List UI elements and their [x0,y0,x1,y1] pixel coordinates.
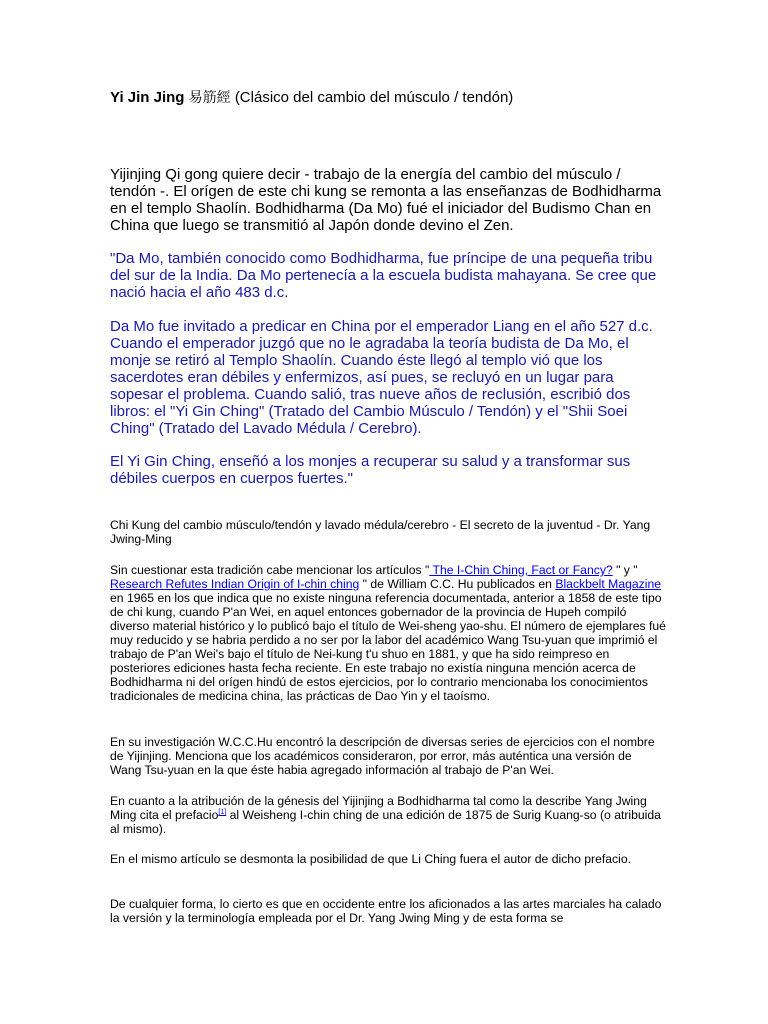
page-title [110,88,670,108]
source-citation: Chi Kung del cambio músculo/tendón y lavado médula/cerebro - El secreto de la juventud - Dr. Yang Jwing-Ming [110,518,651,546]
paragraph-li-ching: En el mismo artículo se desmonta la posibilidad de que Li Ching fuera el autor de dicho prefacio. [110,852,631,866]
quote-paragraph-1: "Da Mo, también conocido como Bodhidharma, fue príncipe de una pequeña tribu del sur de la India. Da Mo pertenecía a la escuela budista mahayana. Se cree que nació hacia el año 483 d.c. [110,250,657,301]
title-main: Yi Jin Jing [110,89,185,106]
title-subtitle: (Clásico del cambio del músculo / tendón) [234,89,514,106]
paragraph-investigation: En su investigación W.C.C.Hu encontró la descripción de diversas series de ejercicios con el nombre de Yijinjing. Menciona que los académicos consideraron, por error, más auténtica una versión de Wang Tsu-yuan en la que éste habia agregado información al trabajo de P'an Wei. [110,735,655,777]
paragraph-conclusion: De cualquier forma, lo cierto es que en occidente entre los aficionados a las artes marciales ha calado la versión y la terminología empleada por el Dr. Yang Jwing Ming y de esta forma se [110,897,662,925]
paragraph-attribution: En cuanto a la atribución de la génesis del Yijinjing a Bodhidharma tal como la describe Yang Jwing Ming cita el prefacio[1] al Weisheng I-chin ching de una edición de 1875 de Surig Kuang-so (o atribuida al mismo). [110,794,661,836]
link-research-refutes[interactable]: Research Refutes Indian Origin of I-chin ching [110,577,360,591]
title-chinese: 易筋經 [188,90,231,106]
paragraph-articles: Sin cuestionar esta tradición cabe mencionar los artículos " The I-Chin Ching, Fact or Fancy? " y " Research Refutes Indian Origin of I-chin ching " de William C.C. Hu publicados en Blackbelt Magazine en 1965 en los que indica que no existe ninguna referencia documentada, anterior a 1858 de este tipo de chi kung, cuando P'an Wei, en aquel entonces gobernador de la provincia de Hupeh compiló diverso material histórico y lo publicó bajo el título de Wei-sheng yao-shu. El número de ejemplares fué muy reducido y se habria perdido a no ser por la labor del académico Wang Tsu-yuan que imprimió el trabajo de P'an Wei's bajo el título de Nei-kung t'u shuo en 1881, y que ha sido reimpreso en posteriores ediciones hasta fecha reciente. En este trabajo no existía ninguna mención acerca de Bodhidharma ni del orígen hindú de estos ejercicios, por lo contrario mencionaba los conocimientos tradicionales de medicina china, las prácticas de Dao Yin y el taoísmo. [110,563,666,703]
intro-paragraph: Yijinjing Qi gong quiere decir - trabajo de la energía del cambio del músculo / tendón -. El orígen de este chi kung se remonta a las enseñanzas de Bodhidharma en el templo Shaolín. Bodhidharma (Da Mo) fué el iniciador del Budismo Chan en China que luego se transmitió al Japón donde devino el Zen. [110,166,662,234]
link-ichin-fact-or-fancy[interactable]: The I-Chin Ching, Fact or Fancy? [429,563,613,577]
link-blackbelt-magazine[interactable]: Blackbelt Magazine [555,577,662,591]
quote-paragraph-3: El Yi Gin Ching, enseñó a los monjes a recuperar su salud y a transformar sus débiles cuerpos en cuerpos fuertes." [110,453,631,487]
footnote-link-1[interactable]: [1] [218,808,227,816]
quote-paragraph-2: Da Mo fue invitado a predicar en China por el emperador Liang en el año 527 d.c. Cuando el emperador juzgó que no le agradaba la teoría budista de Da Mo, el monje se retiró al Templo Shaolín. Cuando éste llegó al templo vió que los sacerdotes eran débiles y enfermizos, así pues, se recluyó en un lugar para sopesar el problema. Cuando salió, tras nueve años de reclusión, escribió dos libros: el "Yi Gin Ching" (Tratado del Cambio Músculo / Tendón) y el "Shii Soei Ching" (Tratado del Lavado Médula / Cerebro). [110,318,653,437]
